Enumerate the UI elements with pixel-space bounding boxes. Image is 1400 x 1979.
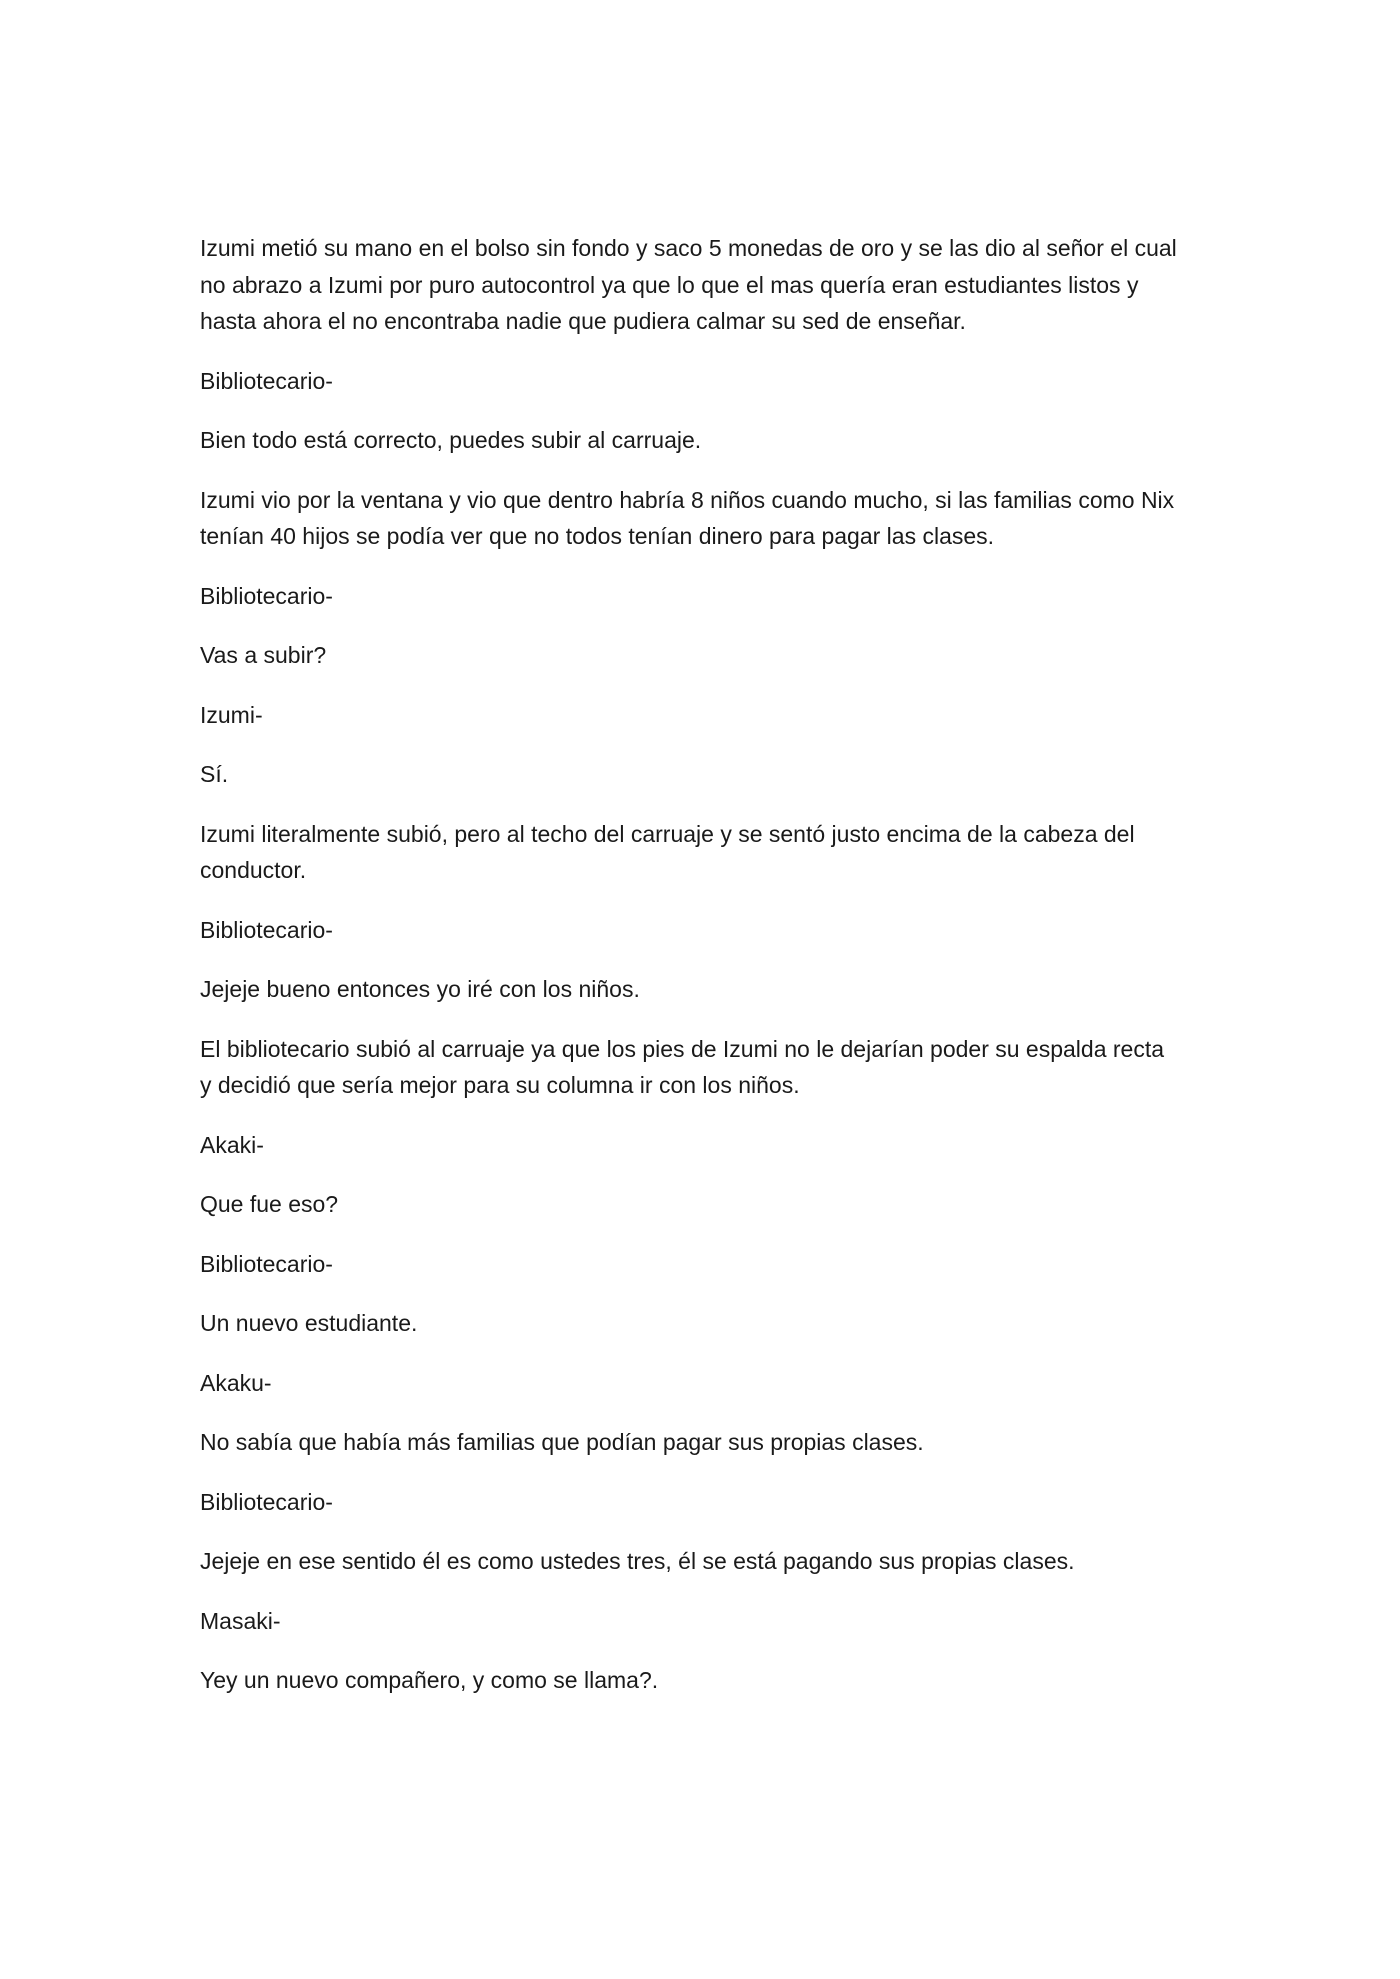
text-line: no abrazo a Izumi por puro autocontrol ya que lo que el mas quería eran estudiantes listos y [200,271,1139,298]
text-line: Izumi- [200,701,263,728]
text-line: Bibliotecario- [200,367,333,394]
paragraph [200,1305,1210,1342]
paragraph [200,1484,1210,1521]
text-line: No sabía que había más familias que podían pagar sus propias clases. [200,1429,924,1455]
text-line: Bibliotecario- [200,1250,333,1277]
document-body [200,230,1210,1722]
text-line: Izumi literalmente subió, pero al techo del carruaje y se sentó justo encima de la cabeza del [200,820,1135,847]
paragraph [200,637,1210,674]
paragraph [200,1246,1210,1283]
paragraph [200,422,1210,459]
paragraph [200,697,1210,734]
text-line: Bibliotecario- [200,1488,333,1515]
text-line: Jejeje en ese sentido él es como ustedes tres, él se está pagando sus propias clases. [200,1548,1075,1574]
text-line: Sí. [200,761,229,787]
paragraph [200,578,1210,615]
paragraph [200,912,1210,949]
paragraph [200,1662,1210,1699]
text-line: Akaku- [200,1369,272,1396]
text-line: Bibliotecario- [200,582,333,609]
text-line: hasta ahora el no encontraba nadie que pudiera calmar su sed de enseñar. [200,308,966,334]
paragraph [200,971,1210,1008]
text-line: Akaki- [200,1131,264,1158]
text-line: Que fue eso? [200,1191,339,1217]
text-line: Izumi metió su mano en el bolso sin fondo y saco 5 monedas de oro y se las dio al señor el cual [200,235,1177,261]
paragraph [200,482,1210,555]
paragraph [200,1127,1210,1164]
text-line: Un nuevo estudiante. [200,1310,418,1336]
text-line: Masaki- [200,1607,281,1634]
text-line: Vas a subir? [200,642,327,668]
paragraph [200,1365,1210,1402]
paragraph [200,1186,1210,1223]
paragraph [200,756,1210,793]
text-line: Izumi vio por la ventana y vio que dentro habría 8 niños cuando mucho, si las familias como Nix [200,486,1175,513]
text-line: y decidió que sería mejor para su columna ir con los niños. [200,1072,800,1098]
paragraph [200,1603,1210,1640]
paragraph [200,1543,1210,1580]
paragraph [200,230,1210,340]
text-line: El bibliotecario subió al carruaje ya que los pies de Izumi no le dejarían poder su espalda recta [200,1035,1165,1062]
text-line: Jejeje bueno entonces yo iré con los niños. [200,976,640,1002]
paragraph [200,1031,1210,1104]
text-line: Bien todo está correcto, puedes subir al carruaje. [200,427,702,453]
text-line: tenían 40 hijos se podía ver que no todos tenían dinero para pagar las clases. [200,523,995,549]
text-line: Bibliotecario- [200,916,333,943]
paragraph [200,816,1210,889]
text-line: conductor. [200,857,307,883]
paragraph [200,363,1210,400]
paragraph [200,1424,1210,1461]
text-line: Yey un nuevo compañero, y como se llama?. [200,1667,659,1693]
